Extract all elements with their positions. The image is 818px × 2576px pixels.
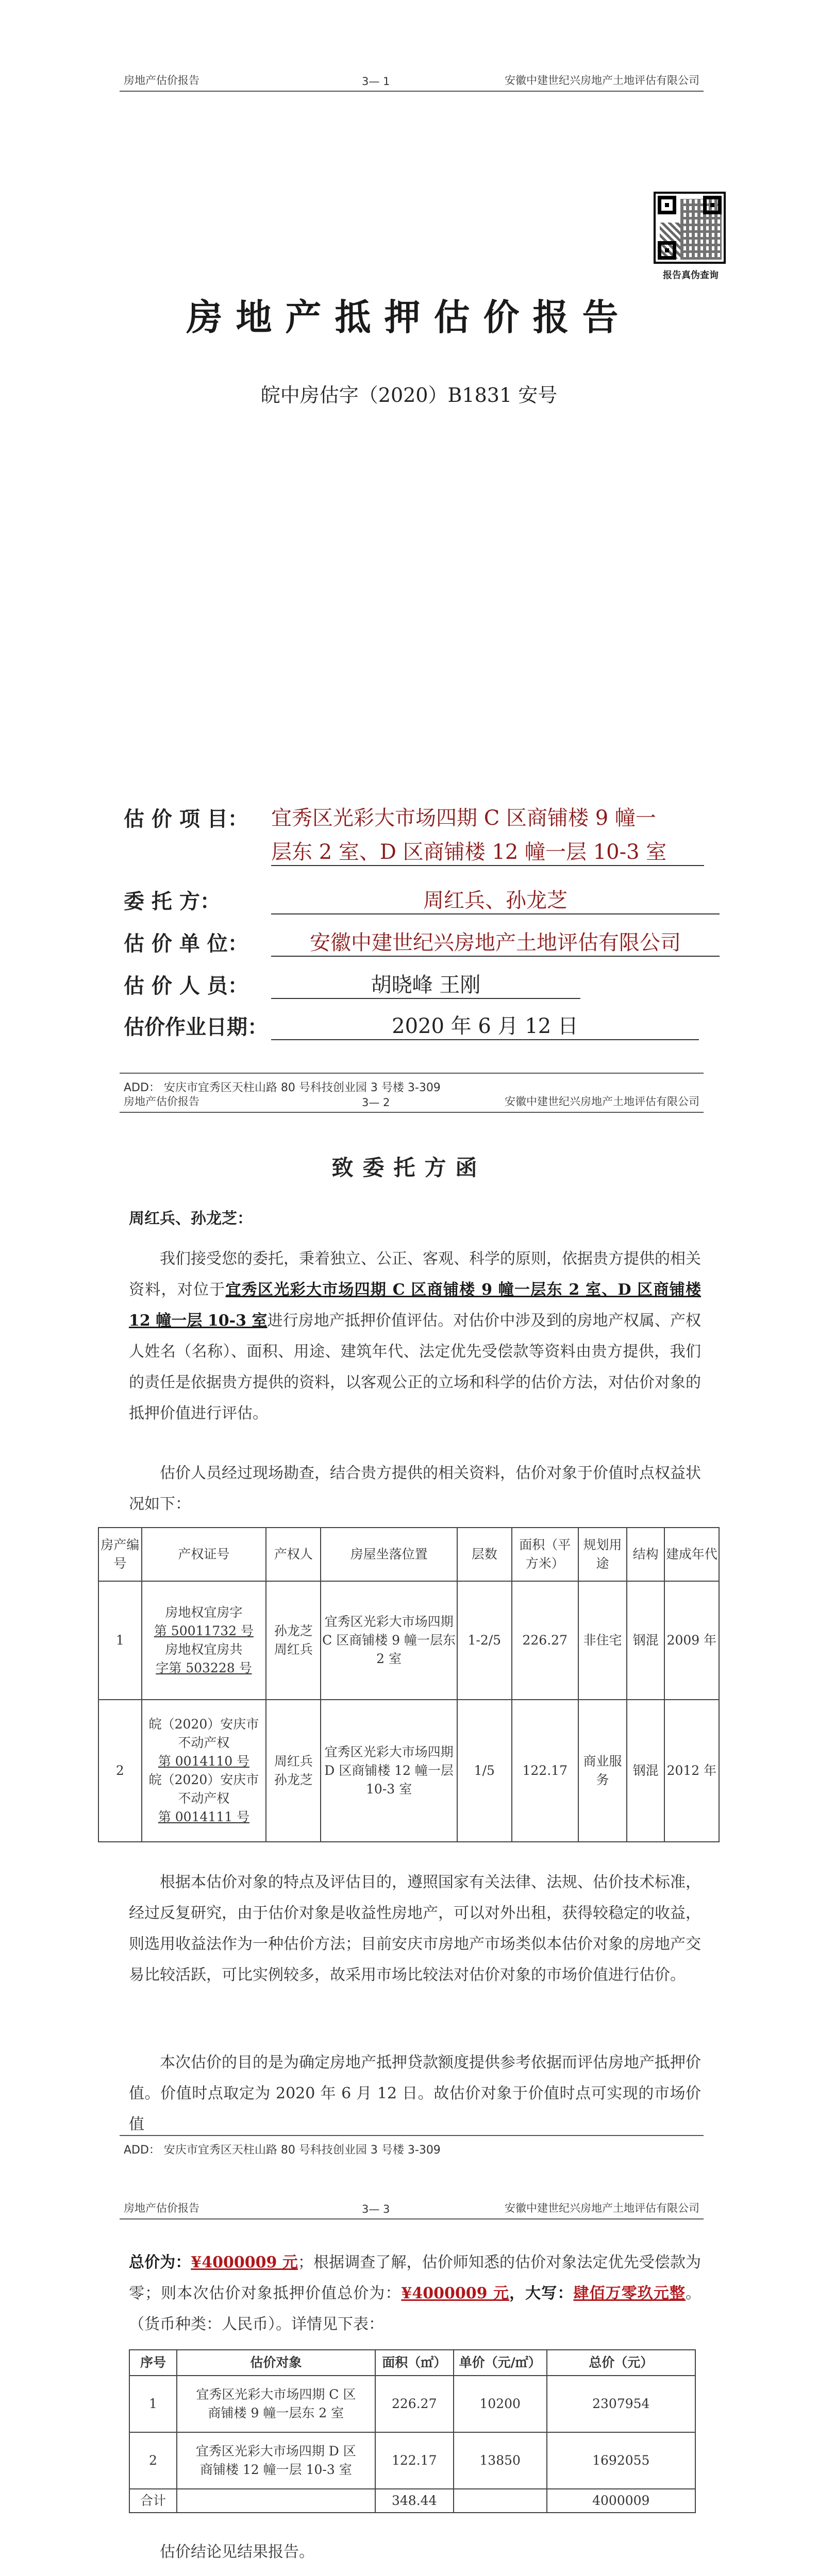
col-header: 规划用途 [578, 1528, 627, 1581]
letter-paragraph-4: 本次估价的目的是为确定房地产抵押贷款额度提供参考依据而评估房地产抵押价值。价值时点取定为 2020 年 6 月 12 日。故估价对象于价值时点可实现的市场价值 [129, 2054, 701, 2133]
label-appraisers: 估 价 人 员： [124, 974, 248, 998]
page-footer [120, 2135, 704, 2157]
qr-label: 报告真伪查询 [663, 270, 719, 281]
col-header: 单价（元/㎡） [454, 2350, 547, 2376]
header-left: 房地产估价报告 [124, 1095, 199, 1108]
header-right: 安徽中建世纪兴房地产土地评估有限公司 [505, 74, 699, 87]
page-letter [0, 1094, 818, 2187]
col-header: 产权人 [266, 1528, 321, 1581]
letter-paragraph-6: 估价结论见结果报告。 [160, 2543, 314, 2561]
col-header: 产权证号 [142, 1528, 266, 1581]
table-row: 1 房地权宜房字 第 50011732 号 房地权宜房共 字第 503228 号 孙龙芝 周红兵 宜秀区光彩大市场四期 C 区商铺楼 9 幢一层东 2 室 1-2/5 226.27 非住宅 钢混 2009 年 [98, 1581, 719, 1700]
footer-address: ADD： 安庆市宜秀区天柱山路 80 号科技创业园 3 号楼 3-309 [124, 2144, 441, 2157]
value-in-words: 肆佰万零玖元整 [573, 2284, 686, 2302]
rights-table [98, 1527, 720, 1842]
client-value: 周红兵、孙龙芝 [271, 884, 720, 914]
label-date: 估价作业日期： [124, 1015, 268, 1039]
col-header: 面积（平方米） [512, 1528, 578, 1581]
agency-value: 安徽中建世纪兴房地产土地评估有限公司 [271, 926, 720, 957]
col-header: 结构 [627, 1528, 664, 1581]
col-header: 序号 [129, 2350, 177, 2376]
table-row: 2 皖（2020）安庆市不动产权 第 0014110 号 皖（2020）安庆市不动产权 第 0014111 号 周红兵 孙龙芝 宜秀区光彩大市场四期 D 区商铺楼 12 幢一层 10-3 室 1/5 122.17 商业服务 钢混 2012 年 [98, 1700, 719, 1842]
page-footer [120, 1073, 704, 1095]
col-header: 房产编号 [98, 1528, 142, 1581]
letter-title: 致委托方函 [331, 1155, 487, 1180]
total-value: ¥4000009 元 [191, 2253, 298, 2272]
salutation: 周红兵、孙龙芝： [129, 1210, 253, 1228]
table-header-row [98, 1528, 719, 1581]
label-client: 委 托 方： [124, 889, 221, 913]
header-left: 房地产估价报告 [124, 74, 199, 87]
label-project: 估 价 项 目： [124, 807, 248, 831]
page-cover [0, 0, 818, 1094]
label-agency: 估 价 单 位： [124, 931, 248, 956]
date-value: 2020 年 6 月 12 日 [271, 1010, 699, 1040]
property-address: 宜秀区光彩大市场四期 C 区商铺楼 9 幢一层东 2 室、D 区商铺楼 12 幢一层 10-3 室 [129, 1281, 701, 1330]
letter-paragraph-3: 根据本估价对象的特点及评估目的，遵照国家有关法律、法规、估价技术标准，经过反复研究，由于估价对象是收益性房地产，可以对外出租，获得较稳定的收益，则选用收益法作为一种估价方法；目前安庆市房地产市场类似本估价对象的房地产交易比较活跃，可比实例较多，故采用市场比较法对估价对象的市场价值进行估价。 [129, 1873, 701, 1984]
header-right: 安徽中建世纪兴房地产土地评估有限公司 [505, 1095, 699, 1108]
project-value-line2: 层东 2 室、D 区商铺楼 12 幢一层 10-3 室 [271, 836, 704, 866]
table-row: 1 宜秀区光彩大市场四期 C 区商铺楼 9 幢一层东 2 室 226.27 10200 2307954 [129, 2376, 695, 2432]
col-header: 层数 [457, 1528, 512, 1581]
table-row: 2 宜秀区光彩大市场四期 D 区商铺楼 12 幢一层 10-3 室 122.17 13850 1692055 [129, 2432, 695, 2489]
project-value-line1: 宜秀区光彩大市场四期 C 区商铺楼 9 幢一 [271, 806, 656, 830]
col-header: 房屋坐落位置 [321, 1528, 457, 1581]
header-left: 房地产估价报告 [124, 2202, 199, 2214]
page-letter-continued [0, 2187, 818, 2576]
qr-code[interactable] [654, 192, 726, 264]
page-header [120, 73, 704, 92]
letter-paragraph-5: 总价为：¥4000009 元；根据调查了解，估价师知悉的估价对象法定优先受偿款为零；则本次估价对象抵押价值总价为：¥4000009 元，大写：肆佰万零玖元整。（货币种类：人民币）。详情见下表： [129, 2253, 702, 2333]
appraisers-value: 胡晓峰 王刚 [271, 969, 580, 999]
page-header [120, 1094, 704, 1113]
letter-paragraph-2: 估价人员经过现场勘查，结合贵方提供的相关资料，估价对象于价值时点权益状况如下： [129, 1464, 701, 1513]
footer-address: ADD： 安庆市宜秀区天柱山路 80 号科技创业园 3 号楼 3-309 [124, 1081, 441, 1094]
col-header: 面积（㎡） [375, 2350, 454, 2376]
table-sum-row: 合计 348.44 4000009 [129, 2489, 695, 2513]
page-header [120, 2201, 704, 2219]
col-header: 总价（元） [547, 2350, 695, 2376]
col-header: 估价对象 [177, 2350, 375, 2376]
mortgage-value: ¥4000009 元 [401, 2284, 510, 2302]
report-title: 房地产抵押估价报告 [186, 296, 632, 338]
letter-paragraph-1: 我们接受您的委托，秉着独立、公正、客观、科学的原则，依据贵方提供的相关资料，对位于宜秀区光彩大市场四期 C 区商铺楼 9 幢一层东 2 室、D 区商铺楼 12 幢一层 10-3 室进行房地产抵押价值评估。对估价中涉及到的房地产权属、产权人姓名（名称）、面积、用途、建筑年代、法定优先受偿款等资料由贵方提供，我们的责任是依据贵方提供的资料，以客观公正的立场和科学的估价方法，对估价对象的抵押价值进行评估。 [129, 1250, 702, 1422]
table-header-row [129, 2350, 695, 2376]
header-right: 安徽中建世纪兴房地产土地评估有限公司 [505, 2202, 699, 2214]
col-header: 建成年代 [664, 1528, 719, 1581]
header-page-number: 3— 2 [362, 1096, 390, 1109]
header-page-number: 3— 3 [362, 2203, 390, 2215]
header-page-number: 3— 1 [362, 75, 390, 88]
value-table [129, 2349, 696, 2513]
report-number: 皖中房估字（2020）B1831 安号 [260, 384, 558, 406]
